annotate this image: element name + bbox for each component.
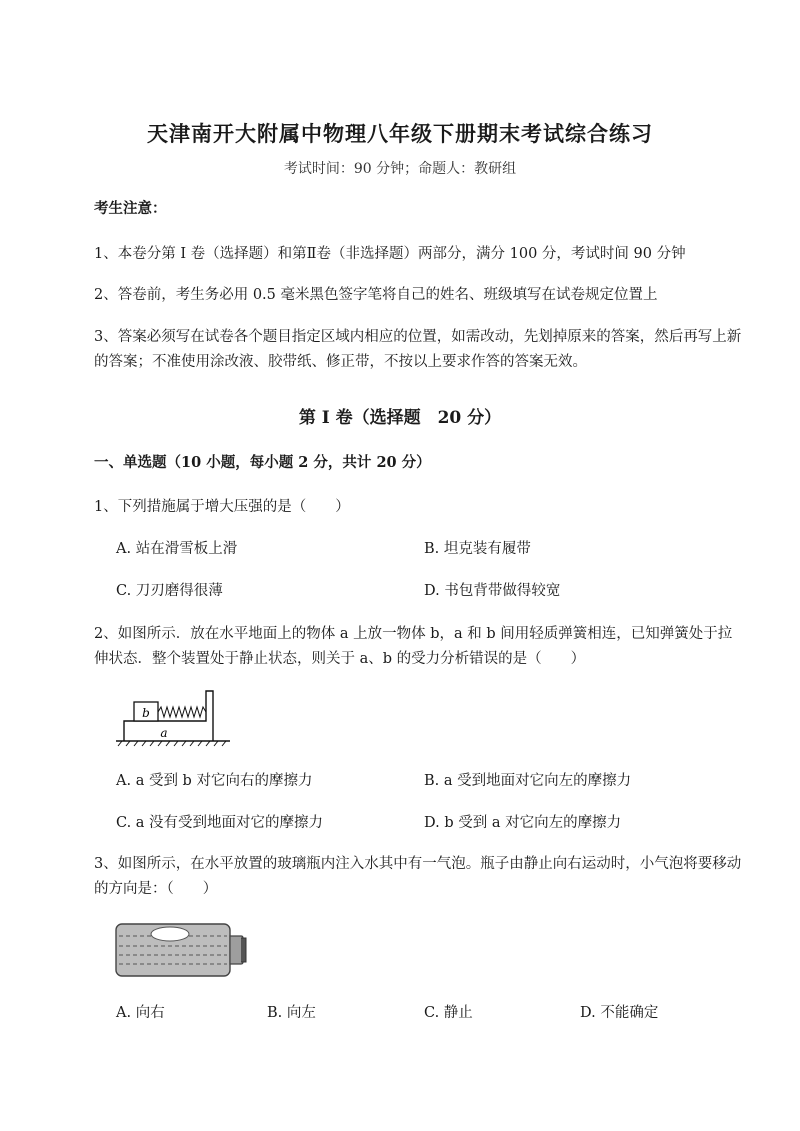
option-c: C. 刀刃磨得很薄 <box>116 583 223 599</box>
option-d: D. 不能确定 <box>580 1005 659 1021</box>
question-stem: 3、如图所示，在水平放置的玻璃瓶内注入水其中有一气泡。瓶子由静止向右运动时，小气泡将要移动的方向是：（ ） <box>94 856 742 897</box>
air-bubble <box>151 927 189 941</box>
notice-item: 3、答案必须写在试卷各个题目指定区域内相应的位置，如需改动，先划掉原来的答案，然后再写上新的答案；不准使用涂改液、胶带纸、修正带，不按以上要求作答的答案无效。 <box>94 329 742 370</box>
notice-item: 2、答卷前，考生务必用 0.5 毫米黑色签字笔将自己的姓名、班级填写在试卷规定位置上 <box>94 287 658 303</box>
question-stem: 1、下列措施属于增大压强的是（ ） <box>94 499 350 515</box>
page-title: 天津南开大附属中物理八年级下册期末考试综合练习 <box>147 121 653 146</box>
option-d: D. 书包背带做得较宽 <box>424 583 561 599</box>
option-b: B. a 受到地面对它向左的摩擦力 <box>424 773 632 789</box>
option-a: A. 向右 <box>116 1005 165 1021</box>
option-d: D. b 受到 a 对它向左的摩擦力 <box>424 815 622 831</box>
block-a-label: a <box>160 726 168 740</box>
notice-heading: 考生注意： <box>94 200 167 217</box>
option-c: C. 静止 <box>424 1005 473 1021</box>
notice-item: 1、本卷分第 I 卷（选择题）和第Ⅱ卷（非选择题）两部分，满分 100 分，考试时间 90 分钟 <box>94 246 686 262</box>
spring-blocks-figure <box>116 688 232 746</box>
option-b: B. 坦克装有履带 <box>424 541 531 557</box>
option-a: A. a 受到 b 对它向右的摩擦力 <box>116 773 313 789</box>
option-a: A. 站在滑雪板上滑 <box>116 541 238 557</box>
bottle-bubble-figure <box>115 922 249 978</box>
option-c: C. a 没有受到地面对它的摩擦力 <box>116 815 324 831</box>
block-b-label: b <box>142 706 150 720</box>
section-title: 第 I 卷（选择题 20 分） <box>298 408 502 428</box>
exam-info: 考试时间：90 分钟；命题人：教研组 <box>283 161 517 177</box>
question-stem: 2、如图所示．放在水平地面上的物体 a 上放一物体 b，a 和 b 间用轻质弹簧相连，已知弹簧处于拉伸状态．整个装置处于静止状态，则关于 a、b 的受力分析错误的是（ ） <box>94 626 733 667</box>
part-heading: 一、单选题（10 小题，每小题 2 分，共计 20 分） <box>94 454 431 471</box>
option-b: B. 向左 <box>267 1005 316 1021</box>
